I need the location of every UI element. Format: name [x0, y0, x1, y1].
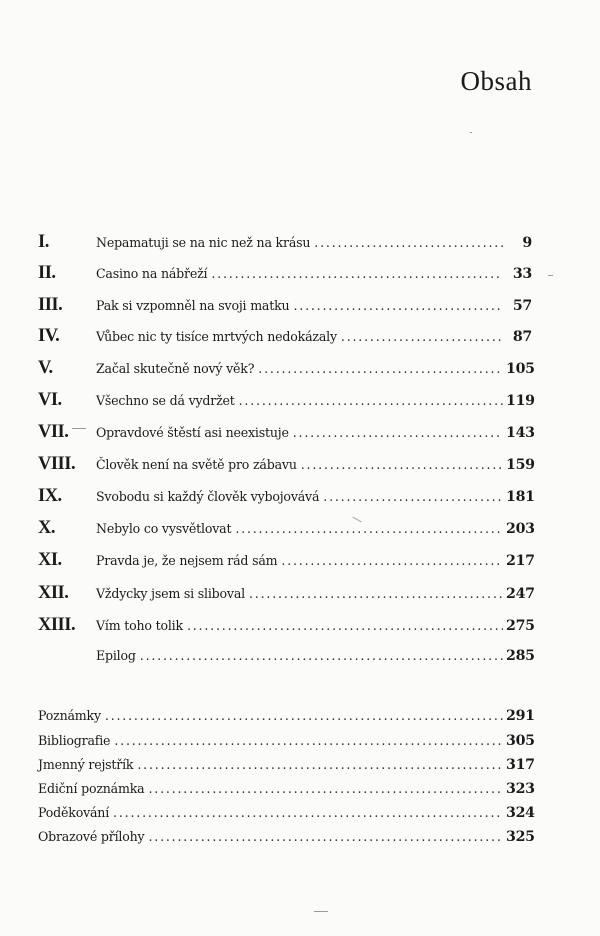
- dot-leader: [314, 235, 503, 250]
- scan-speck: [314, 911, 328, 912]
- toc-entry-chapter-7[interactable]: [38, 422, 535, 444]
- dot-leader: [148, 781, 503, 796]
- back-matter-title: Bibliografie: [38, 733, 111, 748]
- dot-leader: [235, 521, 503, 536]
- dot-leader: [113, 805, 503, 820]
- dot-leader: [148, 829, 503, 844]
- dot-leader: [293, 298, 503, 313]
- toc-entry-chapter-2[interactable]: [38, 263, 532, 285]
- toc-entry-chapter-3[interactable]: [38, 295, 532, 317]
- scan-speck: [72, 428, 86, 429]
- epilog-title: Epilog: [96, 648, 136, 663]
- toc-entry-chapter-11[interactable]: [38, 550, 535, 572]
- dot-leader: [323, 489, 503, 504]
- toc-entry-chapter-6[interactable]: [38, 390, 535, 412]
- chapter-title: Casino na nábřeží: [96, 266, 208, 281]
- page-title: Obsah: [460, 66, 532, 96]
- scan-speck: [470, 132, 472, 133]
- page-number: 181: [506, 489, 535, 505]
- chapter-title: Vím toho tolik: [96, 618, 183, 633]
- dot-leader: [140, 648, 503, 663]
- dot-leader: [258, 361, 503, 376]
- chapter-numeral: XI.: [38, 550, 62, 570]
- chapter-title: Pravda je, že nejsem rád sám: [96, 553, 278, 568]
- chapter-numeral: XIII.: [38, 615, 76, 635]
- toc-entry-chapter-8[interactable]: [38, 454, 535, 476]
- chapter-numeral: II.: [38, 263, 56, 283]
- page-number: 9: [522, 235, 532, 251]
- chapter-numeral: XII.: [38, 583, 69, 603]
- page-number: 324: [506, 805, 535, 821]
- page-number: 247: [506, 586, 535, 602]
- dot-leader: [105, 708, 503, 723]
- toc-entry-picture-appendix[interactable]: [38, 829, 535, 851]
- page-number: 275: [506, 618, 535, 634]
- dot-leader: [137, 757, 503, 772]
- chapter-numeral: VII.: [38, 422, 69, 442]
- page-number: 159: [506, 457, 535, 473]
- page-number: 291: [506, 708, 535, 724]
- toc-entry-bibliography[interactable]: [38, 733, 535, 755]
- toc-entry-chapter-12[interactable]: [38, 583, 535, 605]
- chapter-numeral: VIII.: [38, 454, 76, 474]
- toc-entry-notes[interactable]: [38, 708, 535, 730]
- chapter-title: Svobodu si každý člověk vybojovává: [96, 489, 320, 504]
- back-matter-title: Ediční poznámka: [38, 781, 145, 796]
- page-number: 119: [506, 393, 535, 409]
- dot-leader: [239, 393, 503, 408]
- chapter-numeral: VI.: [38, 390, 62, 410]
- chapter-numeral: I.: [38, 232, 49, 252]
- back-matter-title: Poznámky: [38, 708, 101, 723]
- dot-leader: [211, 266, 503, 281]
- toc-entry-chapter-1[interactable]: [38, 232, 532, 254]
- chapter-title: Vůbec nic ty tisíce mrtvých nedokázaly: [96, 329, 337, 344]
- back-matter-title: Obrazové přílohy: [38, 829, 145, 844]
- toc-entry-chapter-10[interactable]: [38, 518, 535, 540]
- dot-leader: [187, 618, 503, 633]
- chapter-numeral: IX.: [38, 486, 62, 506]
- dot-leader: [293, 425, 503, 440]
- chapter-title: Vždycky jsem si sliboval: [96, 586, 245, 601]
- page-number: 143: [506, 425, 535, 441]
- toc-entry-epilog[interactable]: [38, 648, 535, 670]
- dot-leader: [301, 457, 503, 472]
- chapter-numeral: III.: [38, 295, 63, 315]
- toc-entry-chapter-9[interactable]: [38, 486, 535, 508]
- page-number: 33: [512, 266, 532, 282]
- chapter-title: Pak si vzpomněl na svoji matku: [96, 298, 290, 313]
- page-number: 325: [506, 829, 535, 845]
- page-number: 217: [506, 553, 535, 569]
- page-number: 105: [506, 361, 535, 377]
- page-number: 285: [506, 648, 535, 664]
- toc-entry-chapter-5[interactable]: [38, 358, 535, 380]
- chapter-title: Opravdové štěstí asi neexistuje: [96, 425, 289, 440]
- chapter-title: Nebylo co vysvětlovat: [96, 521, 232, 536]
- page-number: 87: [512, 329, 532, 345]
- toc-entry-name-index[interactable]: [38, 757, 535, 779]
- toc-entry-acknowledgements[interactable]: [38, 805, 535, 827]
- toc-entry-chapter-13[interactable]: [38, 615, 535, 637]
- page-number: 57: [512, 298, 532, 314]
- toc-entry-editorial-note[interactable]: [38, 781, 535, 803]
- page-number: 317: [506, 757, 535, 773]
- chapter-title: Začal skutečně nový věk?: [96, 361, 255, 376]
- dot-leader: [341, 329, 503, 344]
- back-matter-title: Jmenný rejstřík: [38, 757, 134, 772]
- chapter-title: Člověk není na světě pro zábavu: [96, 457, 297, 472]
- dot-leader: [249, 586, 503, 601]
- dot-leader: [114, 733, 503, 748]
- chapter-numeral: V.: [38, 358, 53, 378]
- toc-entry-chapter-4[interactable]: [38, 326, 532, 348]
- scan-speck: [548, 275, 553, 276]
- page-number: 203: [506, 521, 535, 537]
- dot-leader: [281, 553, 503, 568]
- chapter-numeral: X.: [38, 518, 55, 538]
- page-number: 305: [506, 733, 535, 749]
- page-number: 323: [506, 781, 535, 797]
- chapter-title: Všechno se dá vydržet: [96, 393, 235, 408]
- chapter-numeral: IV.: [38, 326, 60, 346]
- chapter-title: Nepamatuji se na nic než na krásu: [96, 235, 311, 250]
- back-matter-title: Poděkování: [38, 805, 110, 820]
